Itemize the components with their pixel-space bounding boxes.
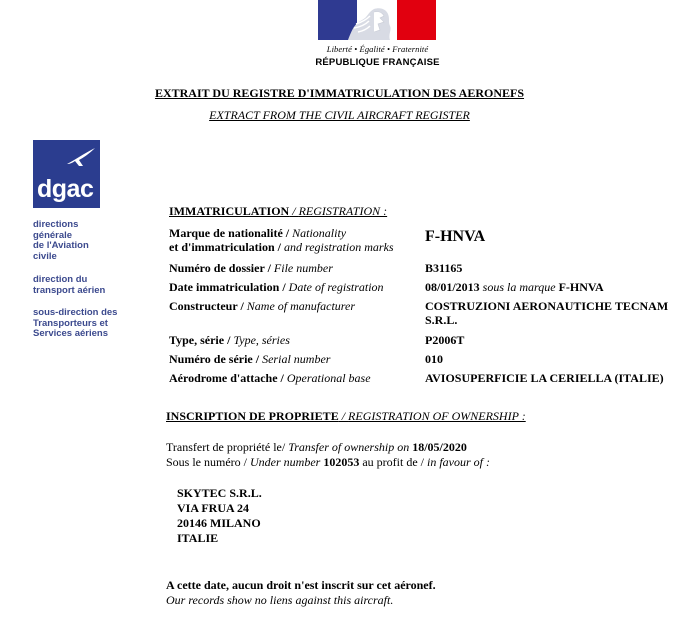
transfer-line: Transfert de propriété le/ Transfer of ownership on 18/05/2020	[166, 440, 467, 454]
dgac-logo	[33, 140, 100, 208]
document-title-en: EXTRACT FROM THE CIVIL AIRCRAFT REGISTER	[209, 108, 470, 122]
value-type: P2006T	[425, 333, 465, 347]
owner-country: ITALIE	[177, 531, 219, 545]
republic-motto: Liberté • Égalité • Fraternité	[326, 44, 429, 54]
registration-heading: IMMATRICULATION / REGISTRATION :	[169, 204, 388, 218]
value-manufacturer: COSTRUZIONI AERONAUTICHE TECNAM S.R.L.	[425, 299, 669, 327]
owner-name: SKYTEC S.R.L.	[177, 486, 262, 500]
value-registration-mark: F-HNVA	[425, 228, 486, 245]
value-operational-base: AVIOSUPERFICIE LA CERIELLA (ITALIE)	[425, 371, 664, 385]
sidebar-block-dgac: directions générale de l'Aviation civile	[33, 219, 89, 262]
owner-street: VIA FRUA 24	[177, 501, 250, 515]
number-line: Sous le numéro / Under number 102053 au profit de / in favour of :	[166, 455, 490, 469]
plane-icon	[65, 146, 97, 168]
label-manufacturer: Constructeur / Name of manufacturer	[169, 299, 355, 313]
document-title-fr: EXTRAIT DU REGISTRE D'IMMATRICULATION DES AERONEFS	[154, 86, 525, 100]
marianne-logo	[318, 0, 436, 40]
sidebar-block-sous-direction: sous-direction des Transporteurs et Services aériens	[33, 307, 118, 339]
dgac-logo-text: dgac	[37, 175, 94, 203]
value-file-number: B31165	[425, 261, 463, 275]
ownership-heading: INSCRIPTION DE PROPRIETE / REGISTRATION OF OWNERSHIP :	[166, 409, 526, 423]
value-serial-number: 010	[425, 352, 443, 366]
republic-name: RÉPUBLIQUE FRANÇAISE	[315, 57, 440, 68]
label-type: Type, série / Type, séries	[169, 333, 290, 347]
label-registration-date: Date immatriculation / Date of registration	[169, 280, 384, 294]
value-registration-date: 08/01/2013 sous la marque F-HNVA	[425, 280, 604, 294]
owner-city: 20146 MILANO	[177, 516, 261, 530]
sidebar-block-dta: direction du transport aérien	[33, 274, 106, 296]
label-file-number: Numéro de dossier / File number	[169, 261, 333, 275]
owner-address	[177, 486, 262, 546]
liens-note-en: Our records show no liens against this aircraft.	[166, 593, 394, 607]
liens-note-fr: A cette date, aucun droit n'est inscrit sur cet aéronef.	[166, 578, 436, 592]
label-nationality-marks: Marque de nationalité / Nationality et d'immatriculation / and registration marks	[169, 226, 394, 254]
label-operational-base: Aérodrome d'attache / Operational base	[169, 371, 371, 385]
label-serial-number: Numéro de série / Serial number	[169, 352, 331, 366]
